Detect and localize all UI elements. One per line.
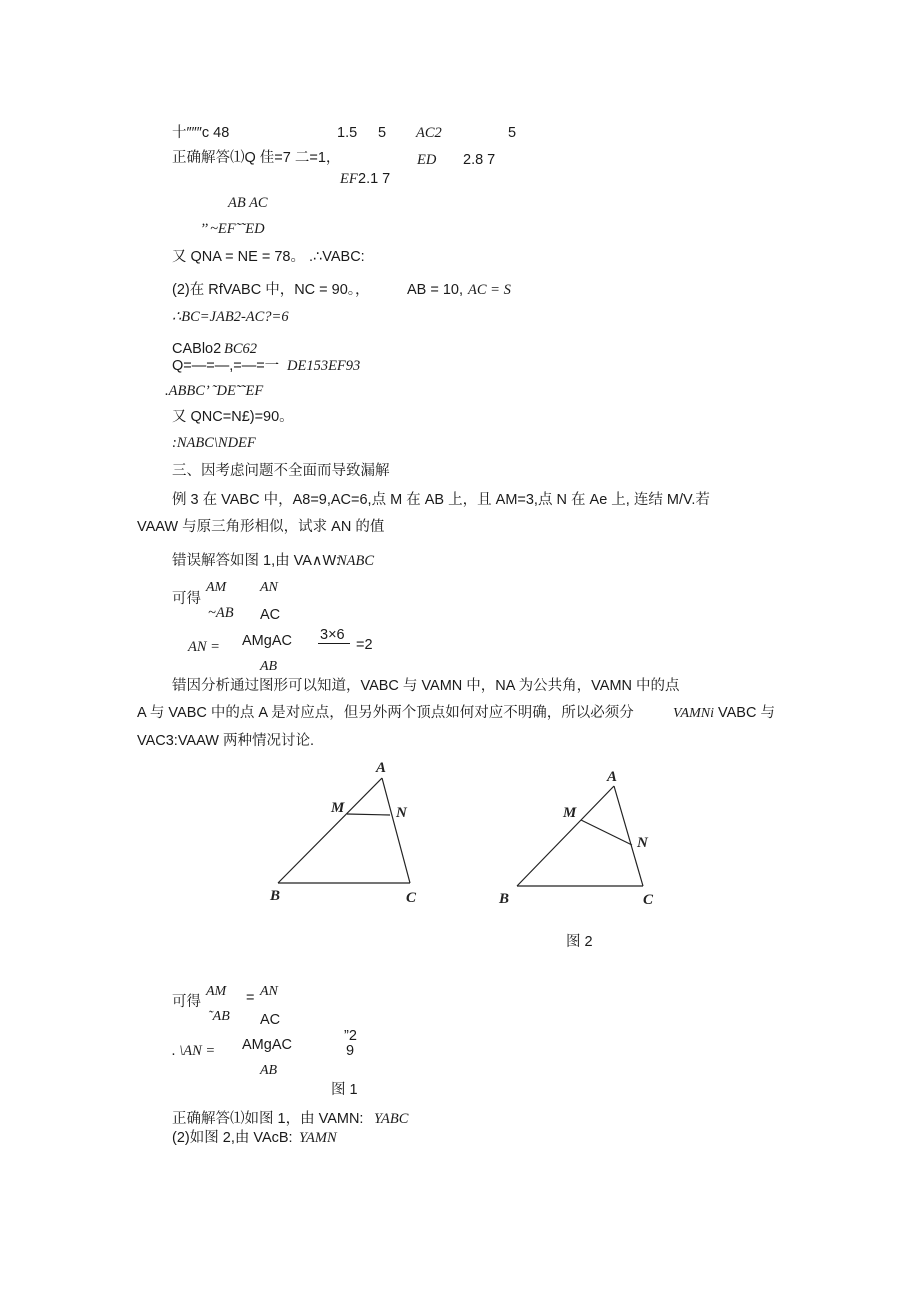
text-line: ’’ ~EF˜˜ED — [200, 221, 265, 237]
fraction-numerator: AM — [206, 984, 227, 999]
text-line: VAC3:VAAW 两种情况讨论. — [137, 733, 314, 749]
vertex-label-n: N — [637, 835, 648, 851]
text-line: EF — [340, 171, 358, 187]
figure-2-caption: 图 2 — [566, 934, 593, 950]
segment-ac — [382, 778, 410, 883]
text-line: 错误解答如图 1,由 VA∧W: — [172, 553, 340, 569]
text-line: VAMNi — [673, 706, 714, 721]
vertex-label-a: A — [376, 760, 387, 776]
text-line: (2)如图 2,由 VAcB: — [172, 1130, 293, 1146]
vertex-label-b: B — [499, 891, 510, 907]
fraction-numerator: ”2 — [344, 1028, 357, 1044]
text-line: NABC — [337, 553, 375, 569]
text-line: 5 — [508, 125, 517, 141]
vertex-label-c: C — [643, 892, 654, 908]
text-line: 可得 — [172, 591, 201, 607]
text-line: 正确解答⑴如图 1，由 VAMN: — [172, 1111, 364, 1127]
vertex-label-a: A — [607, 769, 618, 785]
text-line: 错因分析通过图形可以知道，VABC 与 VAMN 中，NA 为公共角，VAMN 中的点 — [172, 678, 680, 694]
figure-1-caption: 图 1 — [331, 1082, 358, 1098]
figure-2-triangle — [495, 765, 675, 915]
text-line: 十″″″c 48 — [172, 125, 230, 141]
segment-ab — [517, 786, 614, 886]
text-line: :NABC\NDEF — [172, 435, 256, 451]
text-line: 又 QNC=N£)=90。 — [172, 409, 294, 425]
fraction-denominator: 9 — [346, 1043, 355, 1059]
text-line: ∴BC=JAB2-AC?=6 — [172, 309, 289, 325]
text-line: AC = S — [468, 282, 511, 298]
vertex-label-c: C — [406, 890, 417, 906]
text-line: BC62 — [224, 341, 258, 357]
text-line: 1.5 — [337, 125, 358, 141]
fraction-numerator: AN — [260, 580, 278, 595]
vertex-label-n: N — [396, 805, 407, 821]
fraction-denominator: ~AB — [208, 605, 234, 621]
text-line: 5 — [378, 125, 387, 141]
vertex-label-b: B — [270, 888, 281, 904]
text-line: . \AN = — [172, 1043, 216, 1059]
text-line: A 与 VABC 中的点 A 是对应点，但另外两个顶点如何对应不明确，所以必须分 — [137, 705, 634, 721]
text-line: AC2 — [416, 125, 442, 141]
text-line: 可得 — [172, 994, 201, 1010]
vertex-label-m: M — [331, 800, 345, 816]
text-line: (2)在 RfVABC 中，NC = 90。， — [172, 282, 370, 298]
fraction-numerator: AMgAC — [242, 633, 292, 649]
fraction-numerator: AN — [260, 984, 278, 999]
fraction-denominator: AC — [260, 607, 281, 623]
fraction-numerator: 3×6 — [320, 627, 345, 643]
fraction-denominator: ˜AB — [208, 1009, 230, 1024]
text-line: AB AC — [228, 195, 268, 211]
segment-mn — [347, 814, 390, 815]
text-line: 2.1 7 — [358, 171, 391, 187]
text-line: 又 QNA = NE = 78。 .∴VABC: — [172, 249, 365, 265]
text-line: AB = 10, — [407, 282, 464, 298]
text-line: VABC 与 — [718, 705, 775, 721]
text-line: YAMN — [299, 1130, 337, 1146]
vertex-label-m: M — [563, 805, 577, 821]
figure-1-triangle — [260, 760, 440, 910]
fraction-denominator: AB — [260, 659, 278, 674]
fraction-numerator: AM — [206, 580, 227, 595]
text-line: VAAW 与原三角形相似，试求 AN 的值 — [137, 519, 385, 535]
text-line: .ABBC’ ˜DE˜˜EF — [165, 383, 264, 399]
text-line: 例 3 在 VABC 中，A8=9,AC=6,点 M 在 AB 上，且 AM=3,点 N 在 Ae 上, 连结 M/V.若 — [172, 492, 710, 508]
text-line: =2 — [356, 637, 373, 653]
text-line: AN = — [188, 639, 220, 655]
segment-ab — [278, 778, 382, 883]
fraction-numerator: AMgAC — [242, 1037, 292, 1053]
fraction-denominator: AC — [260, 1012, 281, 1028]
text-line: CABlo2 — [172, 341, 222, 357]
text-line: YABC — [374, 1111, 409, 1127]
fraction-denominator: AB — [260, 1063, 278, 1078]
text-line: 正确解答⑴Q 佳=7 二=1， — [172, 150, 341, 166]
text-line: ED — [417, 152, 437, 168]
text-line: DE153EF93 — [287, 358, 361, 374]
section-heading: 三、因考虑问题不全面而导致漏解 — [172, 463, 390, 479]
equals-sign: = — [246, 990, 255, 1006]
fraction-bar — [318, 643, 350, 644]
text-line: Q=—=—,=—=一 — [172, 358, 280, 374]
text-line: 2.8 7 — [463, 152, 496, 168]
